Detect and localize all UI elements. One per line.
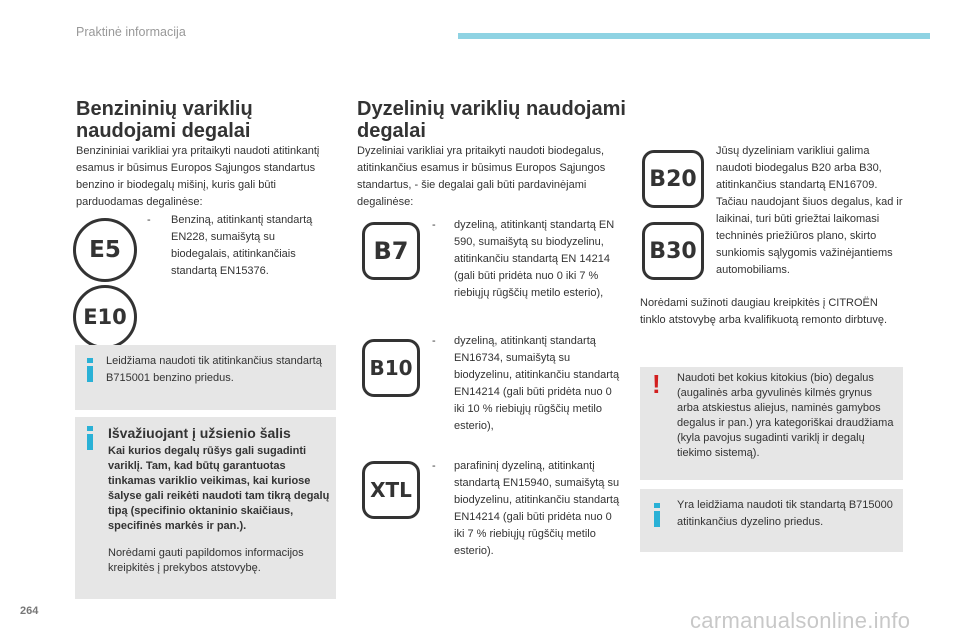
diesel-info-box xyxy=(640,489,903,552)
info-icon xyxy=(652,503,662,527)
e5-badge: E5 xyxy=(73,218,137,282)
b10-badge: B10 xyxy=(362,339,420,397)
diesel-item-dash: - xyxy=(432,219,436,231)
diesel-title-line1: Dyzelinių variklių naudojami xyxy=(357,98,626,120)
b20-badge: B20 xyxy=(642,150,704,208)
abroad-title: Išvažiuojant į užsienio šalis xyxy=(108,425,291,441)
diesel-item-dash: - xyxy=(432,460,436,472)
network-text: Norėdami sužinoti daugiau kreipkitės į CITROËN tinklo atstovybę arba kvalifikuotą remonto dirbtuvę. xyxy=(640,297,888,326)
diesel-info-text: Yra leidžiama naudoti tik standartą B715000 atitinkančius dyzelino priedus. xyxy=(677,499,893,528)
info-icon xyxy=(85,358,95,382)
diesel-item-dash: - xyxy=(432,335,436,347)
diesel-item-b7: dyzeliną, atitinkantį standartą EN 590, sumaišytą su biodyzelinu, atitinkančiu standartą EN 14214 (gali būti pridėta nuo 0 iki 7 % riebiųjų rūgščių metilo esterio), xyxy=(454,219,615,299)
xtl-badge: XTL xyxy=(362,461,420,519)
warning-icon: ! xyxy=(652,369,661,399)
petrol-info-text: Leidžiama naudoti tik atitinkančius standartą B715001 benzino priedus. xyxy=(106,355,322,384)
abroad-info-text: Norėdami gauti papildomos informacijos kreipkitės į prekybos atstovybę. xyxy=(108,547,304,574)
petrol-intro: Benzininiai varikliai yra pritaikyti naudoti atitinkantį esamus ir būsimus Europos Sąjungos standartus benzino ir biodegalų mišinį, kuris gali būti parduodamas degalinėse: xyxy=(76,145,320,208)
warning-box xyxy=(640,367,903,480)
petrol-title-line1: Benzininių variklių xyxy=(76,98,253,120)
diesel-intro: Dyzeliniai varikliai yra pritaikyti naudoti biodegalus, atitinkančius esamus ir būsimus Europos Sąjungos standartus, - šie degalai gali būti pardavinėjami degalinėse: xyxy=(357,145,606,208)
abroad-warning-text: Kai kurios degalų rūšys gali sugadinti variklį. Tam, kad būtų garantuotas tinkamas variklio veikimas, kai kuriose šalyse gali reikėti naudoti tam tikrą degalų tipą (specifinio oktaninio skaičiaus, specifinės markės ir pan.). xyxy=(108,445,330,532)
diesel-item-b10: dyzeliną, atitinkantį standartą EN16734, sumaišytą su biodyzelinu, atitinkančiu standartą EN14214 (gali būti pridėta nuo 0 iki 10 % riebiųjų rūgščių metilo esterio), xyxy=(454,335,620,432)
watermark: carmanualsonline.info xyxy=(690,608,911,633)
petrol-title-line2: naudojami degalai xyxy=(76,120,251,142)
section-header: Praktinė informacija xyxy=(76,25,186,39)
petrol-title xyxy=(76,98,253,142)
diesel-title xyxy=(357,98,626,142)
petrol-item-dash: - xyxy=(147,214,151,226)
diesel-item-xtl: parafininį dyzeliną, atitinkantį standartą EN15940, sumaišytą su biodyzelinu, atitinkančiu standartą EN14214 (gali būti pridėta nuo 0 iki 7 % riebiųjų rūgščių metilo esterio). xyxy=(454,460,620,557)
petrol-item-text: Benziną, atitinkantį standartą EN228, sumaišytą su biodegalais, atitinkančiais standartą EN15376. xyxy=(171,214,313,277)
info-icon xyxy=(85,426,95,450)
header-accent-bar xyxy=(458,33,930,39)
page-number: 264 xyxy=(20,605,39,617)
b7-badge: B7 xyxy=(362,222,420,280)
b30-badge: B30 xyxy=(642,222,704,280)
biodiesel-text: Jūsų dyzeliniam varikliui galima naudoti biodegalus B20 arba B30, atitinkančius standartą EN16709. Tačiau naudojant šiuos degalus, kad ir laikinai, turi būti griežtai laikomasi techninės priežiūros plano, skirto sunkiomis sąlygomis važinėjantiems automobiliams. xyxy=(716,145,903,276)
petrol-info-box xyxy=(75,345,336,410)
e10-badge: E10 xyxy=(73,285,137,349)
diesel-title-line2: degalai xyxy=(357,120,426,142)
warning-text: Naudoti bet kokius kitokius (bio) degalus (augalinės arba gyvulinės kilmės grynus arba atskiestus aliejus, naminės gamybos degalus ir pan.) yra kategoriškai draudžiama (kyla pavojus sugadinti variklį ir degalų tiekimo sistemą). xyxy=(677,372,894,459)
abroad-box xyxy=(75,417,336,599)
